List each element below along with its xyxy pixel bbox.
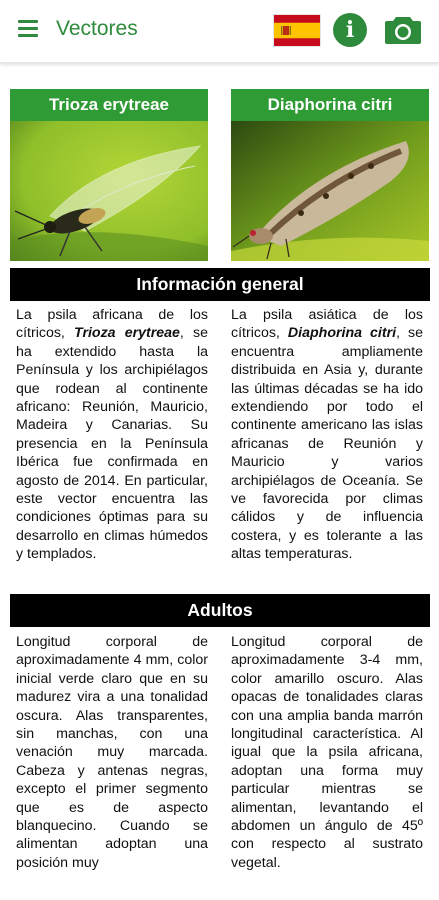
hamburger-menu-icon[interactable] [18,20,38,40]
section-heading-general: Información general [10,268,430,301]
general-info-right: La psila asiática de los cítricos, Diaphorina citri, se encuentra ampliamente distribuida en Asia y, durante las últimas décadas se ha ido extendiendo por todo el continente americano las islas africanas de Reunión y Mauricio y varios archipiélagos de Oceanía. Se ve favorecida por climas cálidos y de influencia costera, y es tolerante a las altas temperaturas. [231,307,423,563]
adults-info-left: Longitud corporal de aproximadamente 4 mm, color inicial verde claro que en su madurez vira a una tonalidad oscura. Alas transparentes, sin manchas, con una venación muy marcada. Cabeza y antenas negras, excepto el primer segmento que es de aspecto blanquecino. Cuando se alimentan adoptan una posición muy [16,634,208,871]
diaphorina-citri-photo [231,121,429,261]
adults-info-right: Longitud corporal de aproximadamente 3-4 mm, color amarillo oscuro. Alas opacas de tonalidades claras con una amplia banda marrón longitudinal característica. Al igual que la psila africana, adoptan una forma muy particular mientras se alimentan, levantando el abdomen un ángulo de 45º con respecto al sustrato vegetal. [231,634,423,871]
species-card-trioza[interactable] [10,89,208,261]
species-name: Diaphorina citri [287,325,397,342]
trioza-erytreae-photo [10,121,208,261]
app-title: Vectores [56,17,138,40]
bottom-edge [0,886,439,900]
species-label: Trioza erytreae [10,89,208,121]
general-info-left: La psila africana de los cítricos, Trioza erytreae, se ha extendido hasta la Península y los archipiélagos que rodean al continente africano: Reunión, Mauricio, Madeira y Canarias. Su presencia en la Península Ibérica fue confirmada en agosto de 2014. En particular, este vector encuentra las condiciones óptimas para su desarrollo en climas húmedos y templados. [16,307,208,563]
content-area[interactable] [0,63,439,900]
spain-flag-icon[interactable] [274,15,320,46]
species-name: Trioza erytreae [74,325,180,342]
camera-icon[interactable] [384,15,422,45]
section-heading-adults: Adultos [10,594,430,627]
species-card-diaphorina[interactable] [231,89,429,261]
app-bar [0,0,439,63]
info-icon[interactable]: i [333,13,367,47]
species-label: Diaphorina citri [231,89,429,121]
